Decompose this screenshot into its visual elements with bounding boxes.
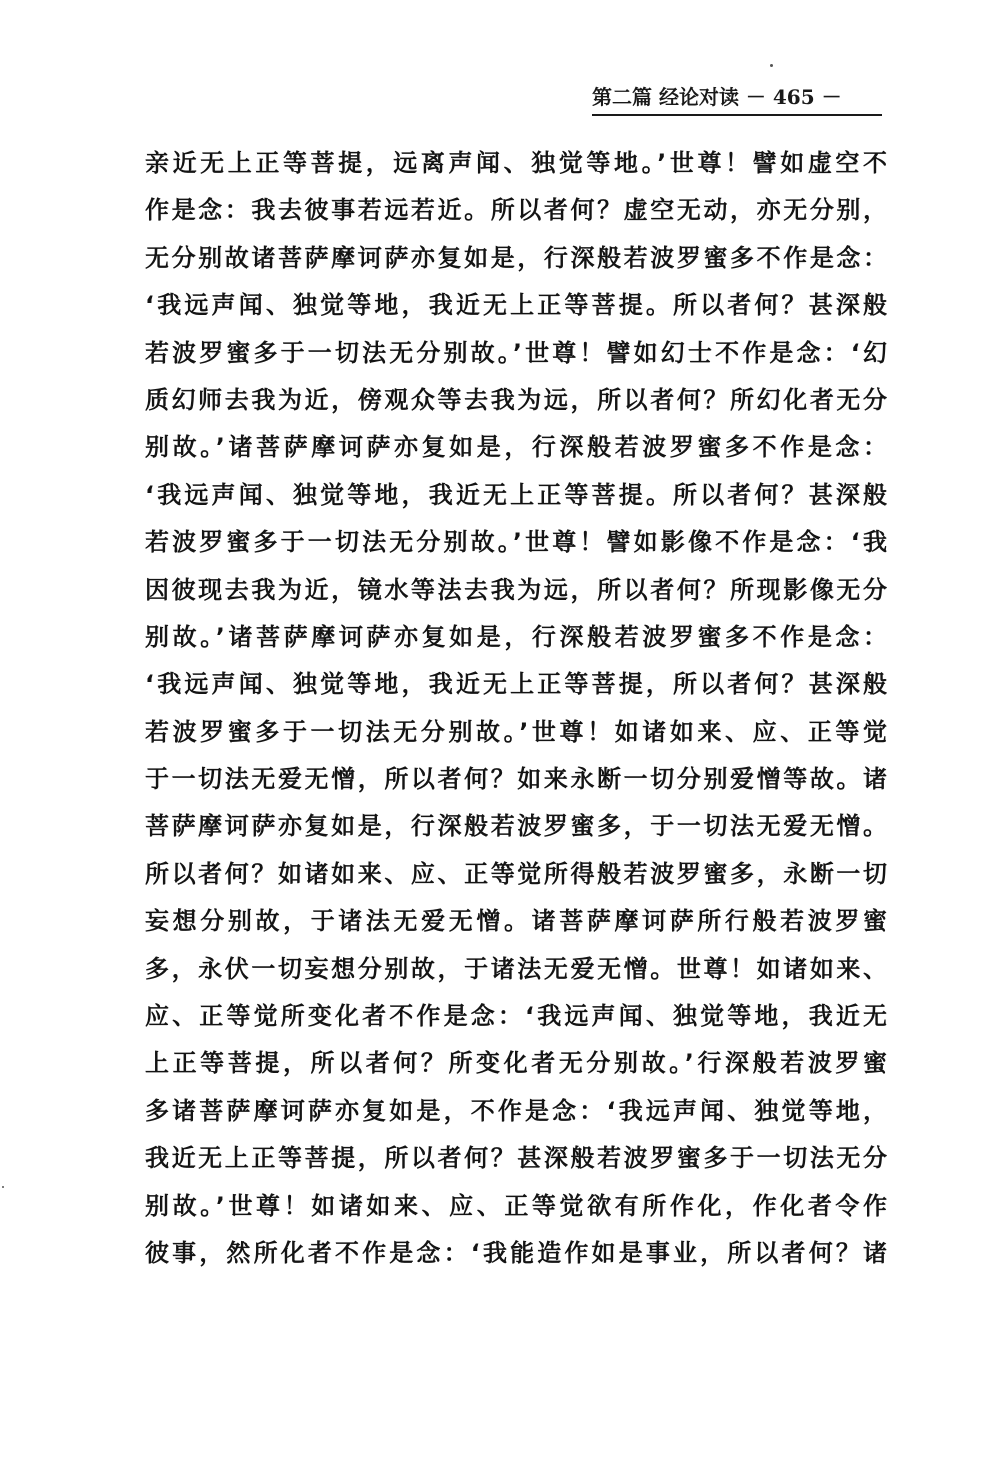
text-line: 因彼现去我为近，镜水等法去我为远，所以者何？所现影像无分	[145, 575, 887, 604]
text-line: 所以者何？如诸如来、应、正等觉所得般若波罗蜜多，永断一切	[145, 859, 887, 888]
text-line: ‘我远声闻、独觉等地，我近无上正等菩提，所以者何？甚深般	[145, 670, 887, 699]
text-line: 若波罗蜜多于一切法无分别故。’世尊！如诸如来、应、正等觉	[145, 717, 887, 746]
running-head: 第二篇 经论对读 － 465 －	[592, 85, 842, 109]
scan-speck	[770, 64, 773, 67]
text-line: 妄想分别故，于诸法无爱无憎。诸菩萨摩诃萨所行般若波罗蜜	[145, 907, 887, 936]
text-line: ‘我远声闻、独觉等地，我近无上正等菩提。所以者何？甚深般	[145, 480, 887, 509]
running-head-rule	[592, 114, 882, 116]
text-line: 别故。’诸菩萨摩诃萨亦复如是，行深般若波罗蜜多不作是念：	[145, 433, 887, 462]
text-line: ‘我远声闻、独觉等地，我近无上正等菩提。所以者何？甚深般	[145, 291, 887, 320]
text-line: 亲近无上正等菩提，远离声闻、独觉等地。’世尊！譬如虚空不	[145, 149, 887, 177]
text-line: 作是念：我去彼事若远若近。所以者何？虚空无动，亦无分别，	[145, 196, 887, 225]
text-line: 应、正等觉所变化者不作是念：‘我远声闻、独觉等地，我近无	[145, 1002, 887, 1031]
scan-speck	[2, 1186, 4, 1188]
text-line: 彼事，然所化者不作是念：‘我能造作如是事业，所以者何？诸	[145, 1238, 887, 1267]
text-line: 菩萨摩诃萨亦复如是，行深般若波罗蜜多，于一切法无爱无憎。	[145, 812, 887, 841]
body-text	[145, 140, 887, 1277]
text-line: 质幻师去我为近，傍观众等去我为远，所以者何？所幻化者无分	[145, 385, 887, 414]
text-line: 多诸菩萨摩诃萨亦复如是，不作是念：‘我远声闻、独觉等地，	[145, 1096, 887, 1125]
text-line: 若波罗蜜多于一切法无分别故。’世尊！譬如影像不作是念：‘我	[145, 528, 887, 557]
text-line: 无分别故诸菩萨摩诃萨亦复如是，行深般若波罗蜜多不作是念：	[145, 243, 887, 272]
text-line: 多，永伏一切妄想分别故，于诸法无爱无憎。世尊！如诸如来、	[145, 954, 887, 983]
text-line: 我近无上正等菩提，所以者何？甚深般若波罗蜜多于一切法无分	[145, 1144, 887, 1173]
text-line: 于一切法无爱无憎，所以者何？如来永断一切分别爱憎等故。诸	[145, 765, 887, 794]
text-line: 上正等菩提，所以者何？所变化者无分别故。’行深般若波罗蜜	[145, 1049, 887, 1078]
text-line: 别故。’诸菩萨摩诃萨亦复如是，行深般若波罗蜜多不作是念：	[145, 622, 887, 651]
text-line: 若波罗蜜多于一切法无分别故。’世尊！譬如幻士不作是念：‘幻	[145, 338, 887, 367]
text-line: 别故。’世尊！如诸如来、应、正等觉欲有所作化，作化者令作	[145, 1191, 887, 1220]
